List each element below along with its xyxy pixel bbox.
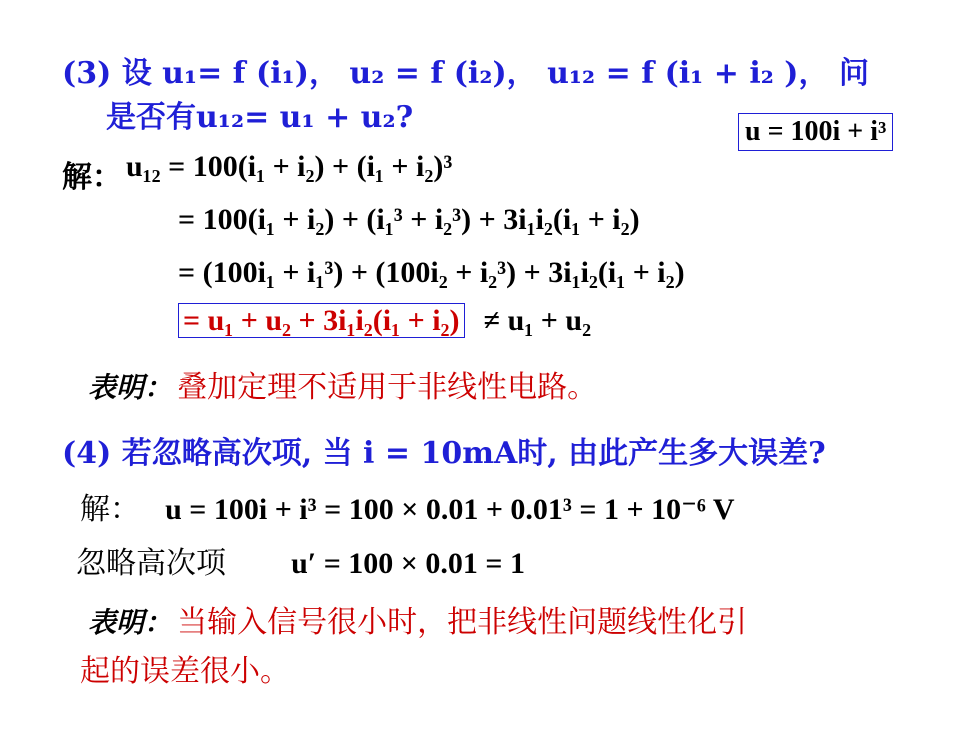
part4-conclusion-text-1: 当输入信号很小时，把非线性问题线性化引 xyxy=(177,605,748,640)
part3-question-line1: (3) 设 u₁= f (i₁)， u₂ = f (i₂)， u₁₂ = f (i₁ + i₂ )， 问 xyxy=(62,56,869,91)
approx-calc: u′ = 100 × 0.01 = 1 xyxy=(291,547,525,580)
part4-conclusion-label: 表明： xyxy=(88,606,173,639)
solution-label: 解： xyxy=(62,160,122,195)
step-4 xyxy=(178,304,591,338)
boxed-formula: u = 100i + i³ xyxy=(738,113,893,151)
part4-approx xyxy=(76,538,525,582)
part3-conclusion xyxy=(88,362,597,406)
part4-conclusion-line1 xyxy=(88,597,747,641)
part4-solution-label: 解： xyxy=(80,492,140,527)
step-3: = (100i₁ + i₁³) + (100i₂ + i₂³) + 3i₁i₂(i₁ + i₂) xyxy=(178,256,685,289)
step-4-boxed: = u₁ + u₂ + 3i₁i₂(i₁ + i₂) xyxy=(178,303,465,338)
part4-calc-expression: u = 100i + i³ = 100 × 0.01 + 0.01³ = 1 + 10⁻⁶ V xyxy=(165,493,735,526)
step-4-tail: ≠ u₁ + u₂ xyxy=(483,304,592,337)
step-2: = 100(i₁ + i₂) + (i₁³ + i₂³) + 3i₁i₂(i₁ + i₂) xyxy=(178,203,640,236)
part4-question: (4) 若忽略高次项, 当 i = 10mA时, 由此产生多大误差? xyxy=(62,436,826,471)
part4-calc xyxy=(80,484,735,528)
approx-label: 忽略高次项 xyxy=(76,546,226,581)
part4-conclusion-line2: 起的误差很小。 xyxy=(80,654,290,689)
conclusion-text: 叠加定理不适用于非线性电路。 xyxy=(177,370,598,405)
part3-question-line2: 是否有u₁₂= u₁ + u₂? xyxy=(106,100,414,135)
conclusion-label: 表明： xyxy=(88,371,173,404)
step-1: u₁₂ = 100(i₁ + i₂) + (i₁ + i₂)³ xyxy=(126,150,453,183)
